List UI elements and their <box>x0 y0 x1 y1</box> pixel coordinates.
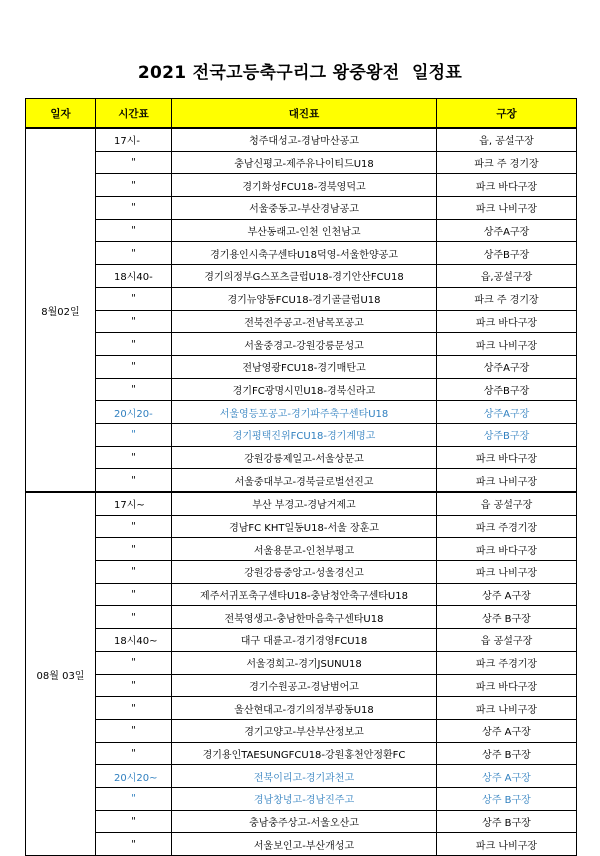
table-row <box>26 833 577 856</box>
time-cell: " <box>96 515 172 538</box>
table-row <box>26 151 577 174</box>
table-row <box>26 742 577 765</box>
venue-cell: 파크 주경기장 <box>437 651 577 674</box>
schedule-table <box>25 98 577 856</box>
match-cell: 강원강릉제일고-서울상문고 <box>172 446 437 469</box>
match-cell: 경기수원공고-경남범어고 <box>172 674 437 697</box>
time-cell: " <box>96 719 172 742</box>
venue-cell: 파크 나비구장 <box>437 469 577 492</box>
time-cell: " <box>96 310 172 333</box>
time-cell: " <box>96 333 172 356</box>
venue-cell: 상주A구장 <box>437 355 577 378</box>
venue-cell: 상주 A구장 <box>437 765 577 788</box>
match-cell: 강원강릉중앙고-성울경신고 <box>172 561 437 584</box>
match-cell: 경기평택진위FCU18-경기계명고 <box>172 423 437 446</box>
table-row <box>26 538 577 561</box>
time-cell: " <box>96 242 172 265</box>
match-cell: 서울중경고-강원강릉문성고 <box>172 333 437 356</box>
venue-cell: 상주B구장 <box>437 378 577 401</box>
match-cell: 제주서귀포축구센타U18-충남청안축구센타U18 <box>172 583 437 606</box>
table-row <box>26 355 577 378</box>
venue-cell: 파크 주 경기장 <box>437 151 577 174</box>
time-cell: " <box>96 287 172 310</box>
venue-cell: 상주A구장 <box>437 401 577 424</box>
time-cell: 18시40~ <box>96 629 172 652</box>
table-row <box>26 128 577 151</box>
time-cell: " <box>96 742 172 765</box>
time-cell: 17시- <box>96 128 172 151</box>
venue-cell: 읍,공설구장 <box>437 265 577 288</box>
table-row <box>26 674 577 697</box>
table-row <box>26 787 577 810</box>
table-row <box>26 401 577 424</box>
time-cell: " <box>96 651 172 674</box>
venue-cell: 파크 나비구장 <box>437 697 577 720</box>
match-cell: 서울용문고-인천부평고 <box>172 538 437 561</box>
time-cell: " <box>96 583 172 606</box>
time-cell: 20시20- <box>96 401 172 424</box>
table-row <box>26 333 577 356</box>
time-cell: " <box>96 674 172 697</box>
match-cell: 전북전주공고-전남목포공고 <box>172 310 437 333</box>
header-date: 일자 <box>26 99 96 129</box>
venue-cell: 파크 주 경기장 <box>437 287 577 310</box>
time-cell: " <box>96 378 172 401</box>
match-cell: 경기용인시축구센타U18덕영-서울한양공고 <box>172 242 437 265</box>
time-cell: " <box>96 538 172 561</box>
venue-cell: 상주B구장 <box>437 242 577 265</box>
time-cell: " <box>96 606 172 629</box>
match-cell: 부산동래고-인천 인천남고 <box>172 219 437 242</box>
time-cell: " <box>96 787 172 810</box>
date-cell: 8월02일 <box>26 128 96 492</box>
table-row <box>26 378 577 401</box>
table-row <box>26 219 577 242</box>
time-cell: " <box>96 197 172 220</box>
table-row <box>26 629 577 652</box>
venue-cell: 파크 바다구장 <box>437 446 577 469</box>
table-row <box>26 287 577 310</box>
header-time: 시간표 <box>96 99 172 129</box>
table-row <box>26 492 577 515</box>
time-cell: " <box>96 219 172 242</box>
match-cell: 울산현대고-경기의정부광동U18 <box>172 697 437 720</box>
match-cell: 경기고양고-부산부산정보고 <box>172 719 437 742</box>
match-cell: 경기뉴양동FCU18-경기골클럽U18 <box>172 287 437 310</box>
time-cell: " <box>96 174 172 197</box>
header-match: 대진표 <box>172 99 437 129</box>
table-row <box>26 242 577 265</box>
table-row <box>26 651 577 674</box>
venue-cell: 상주 A구장 <box>437 719 577 742</box>
match-cell: 부산 부경고-경남거제고 <box>172 492 437 515</box>
table-row <box>26 561 577 584</box>
match-cell: 경기용인TAESUNGFCU18-강원홍천안정환FC <box>172 742 437 765</box>
table-row <box>26 719 577 742</box>
table-row <box>26 697 577 720</box>
table-row <box>26 310 577 333</box>
table-row <box>26 810 577 833</box>
time-cell: " <box>96 469 172 492</box>
table-row <box>26 265 577 288</box>
time-cell: " <box>96 151 172 174</box>
table-row <box>26 423 577 446</box>
venue-cell: 파크 바다구장 <box>437 538 577 561</box>
table-row <box>26 583 577 606</box>
match-cell: 대구 대륜고-경기경영FCU18 <box>172 629 437 652</box>
venue-cell: 파크 주경기장 <box>437 515 577 538</box>
table-row <box>26 197 577 220</box>
match-cell: 서울경희고-경기JSUNU18 <box>172 651 437 674</box>
match-cell: 경기FC광명시민U18-경북신라고 <box>172 378 437 401</box>
table-row <box>26 469 577 492</box>
venue-cell: 파크 바다구장 <box>437 174 577 197</box>
match-cell: 서울중대부고-경북글로벌선진고 <box>172 469 437 492</box>
match-cell: 경기화성FCU18-경북영덕고 <box>172 174 437 197</box>
table-row <box>26 174 577 197</box>
match-cell: 경기의정부G스포츠클럽U18-경기안산FCU18 <box>172 265 437 288</box>
match-cell: 경남FC KHT일동U18-서울 장훈고 <box>172 515 437 538</box>
match-cell: 서울영등포공고-경기파주축구센타U18 <box>172 401 437 424</box>
table-row <box>26 606 577 629</box>
match-cell: 서울중동고-부산경남공고 <box>172 197 437 220</box>
date-cell: 08월 03일 <box>26 492 96 856</box>
venue-cell: 읍 공설구장 <box>437 629 577 652</box>
table-row <box>26 515 577 538</box>
venue-cell: 상주 B구장 <box>437 606 577 629</box>
match-cell: 전남영광FCU18-경기매탄고 <box>172 355 437 378</box>
time-cell: " <box>96 446 172 469</box>
time-cell: " <box>96 697 172 720</box>
match-cell: 경남창녕고-경남진주고 <box>172 787 437 810</box>
venue-cell: 파크 나비구장 <box>437 197 577 220</box>
venue-cell: 읍, 공설구장 <box>437 128 577 151</box>
venue-cell: 상주B구장 <box>437 423 577 446</box>
time-cell: 20시20~ <box>96 765 172 788</box>
venue-cell: 상주A구장 <box>437 219 577 242</box>
venue-cell: 파크 바다구장 <box>437 674 577 697</box>
venue-cell: 파크 나비구장 <box>437 333 577 356</box>
venue-cell: 파크 바다구장 <box>437 310 577 333</box>
match-cell: 전북영생고-충남한마음축구센타U18 <box>172 606 437 629</box>
time-cell: " <box>96 561 172 584</box>
venue-cell: 파크 나비구장 <box>437 561 577 584</box>
time-cell: " <box>96 833 172 856</box>
match-cell: 전북이리고-경기과천고 <box>172 765 437 788</box>
header-venue: 구장 <box>437 99 577 129</box>
time-cell: 17시~ <box>96 492 172 515</box>
time-cell: " <box>96 423 172 446</box>
venue-cell: 상주 B구장 <box>437 742 577 765</box>
page-title: 2021 전국고등축구리그 왕중왕전 일정표 <box>137 63 463 83</box>
venue-cell: 읍 공설구장 <box>437 492 577 515</box>
table-header-row <box>26 99 577 129</box>
venue-cell: 파크 나비구장 <box>437 833 577 856</box>
match-cell: 청주대성고-경남마산공고 <box>172 128 437 151</box>
match-cell: 서울보인고-부산개성고 <box>172 833 437 856</box>
match-cell: 충남신평고-제주유나이티드U18 <box>172 151 437 174</box>
venue-cell: 상주 B구장 <box>437 810 577 833</box>
venue-cell: 상주 A구장 <box>437 583 577 606</box>
table-row <box>26 765 577 788</box>
match-cell: 충남충주상고-서울오산고 <box>172 810 437 833</box>
time-cell: 18시40- <box>96 265 172 288</box>
table-row <box>26 446 577 469</box>
time-cell: " <box>96 355 172 378</box>
time-cell: " <box>96 810 172 833</box>
venue-cell: 상주 B구장 <box>437 787 577 810</box>
